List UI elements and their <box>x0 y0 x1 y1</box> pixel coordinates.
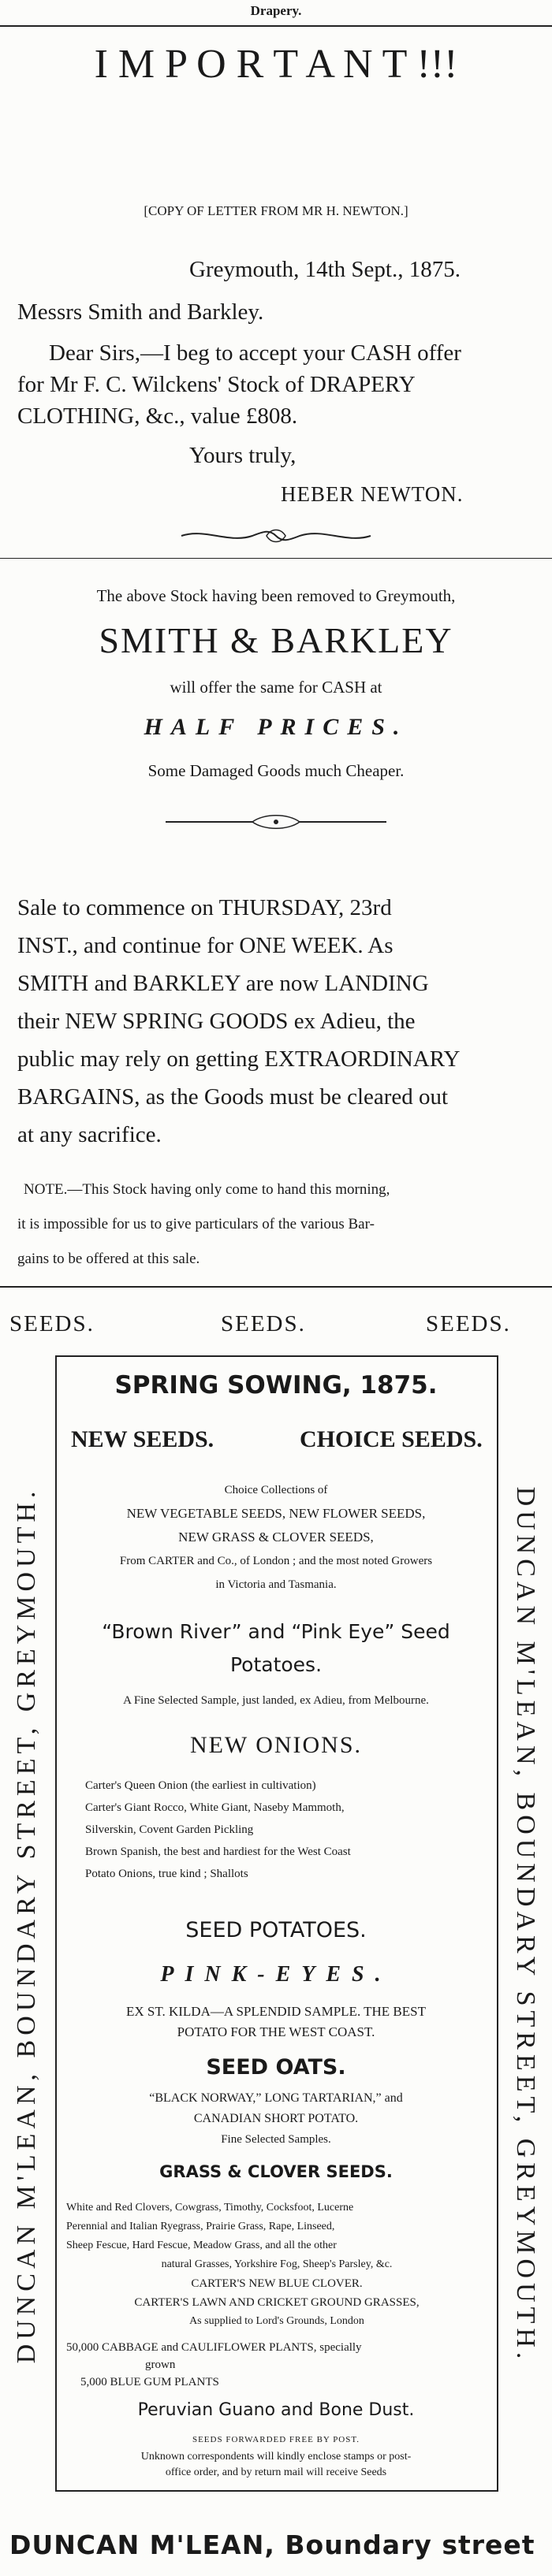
oats-1: “BLACK NORWAY,” LONG TARTARIAN,” and <box>149 2091 403 2105</box>
ornament-divider-2 <box>158 812 394 832</box>
firm-name: SMITH & BARKLEY <box>99 620 453 660</box>
guano: Peruvian Guano and Bone Dust. <box>137 2400 415 2420</box>
cabbage-1: 50,000 CABBAGE and CAULIFLOWER PLANTS, specially <box>66 2341 362 2354</box>
ad-separator <box>0 1286 552 1288</box>
blue-clover: CARTER'S NEW BLUE CLOVER. <box>191 2277 363 2290</box>
sale-text <box>17 889 538 1154</box>
sale-line-7: at any sacrifice. <box>17 1122 162 1147</box>
unknown-2: office order, and by return mail will receive Seeds <box>165 2466 387 2478</box>
section-label: Drapery. <box>250 3 302 18</box>
letter-body-2: for Mr F. C. Wilckens' Stock of DRAPERY <box>17 372 416 397</box>
oats-2: CANADIAN SHORT POTATO. <box>193 2112 359 2125</box>
seeds-word-left: SEEDS. <box>9 1311 95 1336</box>
sale-line-6: BARGAINS, as the Goods must be cleared out <box>17 1084 449 1110</box>
oats-block <box>57 2088 495 2150</box>
letter-date: Greymouth, 14th Sept., 1875. <box>189 257 461 282</box>
side-text-right: DUNCAN M'LEAN, BOUNDARY STREET, GREYMOUTH. <box>511 1486 540 2364</box>
onions-list <box>85 1775 479 1885</box>
spring-sowing-title: SPRING SOWING, 1875. <box>114 1371 438 1400</box>
footer-address: DUNCAN M'LEAN, Boundary street <box>9 2530 535 2560</box>
letter-signature: HEBER NEWTON. <box>281 482 464 506</box>
ad-bottom-rule <box>55 2490 497 2492</box>
collections-3: NEW GRASS & CLOVER SEEDS, <box>178 1530 374 1544</box>
seed-oats: SEED OATS. <box>206 2055 346 2080</box>
unknown-1: Unknown correspondents will kindly enclose stamps or post- <box>140 2451 412 2463</box>
oats-3: Fine Selected Samples. <box>221 2133 331 2146</box>
offer-intro: The above Stock having been removed to Greymouth, <box>96 586 456 605</box>
collections-5: in Victoria and Tasmania. <box>215 1578 337 1591</box>
collections-block <box>57 1478 495 1597</box>
note-line-3: gains to be offered at this sale. <box>17 1251 200 1267</box>
st-kilda-2: POTATO FOR THE WEST COAST. <box>177 2024 375 2039</box>
unknown-correspondents <box>57 2449 495 2481</box>
potatoes-heading-2: Potatoes. <box>229 1653 323 1676</box>
letter-body-3: CLOTHING, &c., value £808. <box>17 403 298 429</box>
seeds-word-right: SEEDS. <box>426 1311 511 1336</box>
onions-1: Carter's Queen Onion (the earliest in cultivation) <box>85 1779 316 1792</box>
lawn-grasses: CARTER'S LAWN AND CRICKET GROUND GRASSES, <box>134 2296 420 2309</box>
grass-heading: GRASS & CLOVER SEEDS. <box>159 2162 393 2181</box>
offer-will-offer: will offer the same for CASH at <box>170 678 382 697</box>
grass-list <box>66 2199 487 2331</box>
grass-2: Perennial and Italian Ryegrass, Prairie Grass, Rape, Linseed, <box>66 2221 335 2232</box>
grass-1: White and Red Clovers, Cowgrass, Timothy, Cocksfoot, Lucerne <box>66 2202 354 2214</box>
potatoes-sample: A Fine Selected Sample, just landed, ex Adieu, from Melbourne. <box>123 1694 429 1707</box>
st-kilda-1: EX ST. KILDA—A SPLENDID SAMPLE. THE BEST <box>126 2004 426 2019</box>
st-kilda <box>57 2002 495 2043</box>
onions-5: Potato Onions, true kind ; Shallots <box>85 1868 248 1880</box>
potatoes-heading-1: “Brown River” and “Pink Eye” Seed <box>102 1620 450 1643</box>
copy-note: [COPY OF LETTER FROM MR H. NEWTON.] <box>144 203 408 218</box>
collections-4: From CARTER and Co., of London ; and the most noted Growers <box>119 1555 433 1567</box>
forwarded-free: SEEDS FORWARDED FREE BY POST. <box>192 2435 360 2444</box>
note-line-1: NOTE.—This Stock having only come to hand this morning, <box>24 1181 390 1198</box>
sale-line-2: INST., and continue for ONE WEEK. As <box>17 933 393 958</box>
onions-heading: NEW ONIONS. <box>189 1732 363 1758</box>
half-prices: HALF PRICES. <box>144 714 408 740</box>
letter-addressee: Messrs Smith and Barkley. <box>17 299 264 325</box>
new-seeds: NEW SEEDS. <box>71 1426 214 1452</box>
headline: I M P O R T A N T !!! <box>94 42 458 87</box>
pink-eyes: PINK-EYES. <box>160 1962 392 1987</box>
note-line-2: it is impossible for us to give particulars of the various Bar- <box>17 1216 375 1232</box>
onions-2: Carter's Giant Rocco, White Giant, Naseby Mammoth, <box>85 1801 345 1814</box>
collections-1: Choice Collections of <box>224 1484 328 1496</box>
top-rule <box>0 25 552 27</box>
sale-line-4: their NEW SPRING GOODS ex Adieu, the <box>17 1009 416 1034</box>
choice-seeds: CHOICE SEEDS. <box>300 1426 483 1452</box>
sale-line-3: SMITH and BARKLEY are now LANDING <box>17 971 429 996</box>
collections-2: NEW VEGETABLE SEEDS, NEW FLOWER SEEDS, <box>126 1506 426 1521</box>
onions-4: Brown Spanish, the best and hardiest for the West Coast <box>85 1846 351 1858</box>
blue-gum: 5,000 BLUE GUM PLANTS <box>80 2376 219 2388</box>
seed-potatoes: SEED POTATOES. <box>185 1918 367 1942</box>
grass-3: Sheep Fescue, Hard Fescue, Meadow Grass, and all the other <box>66 2240 337 2251</box>
onions-3: Silverskin, Covent Garden Pickling <box>85 1823 254 1836</box>
damaged-goods: Some Damaged Goods much Cheaper. <box>147 761 405 780</box>
letter-closing: Yours truly, <box>189 443 297 468</box>
lords-grounds: As supplied to Lord's Grounds, London <box>189 2315 364 2327</box>
plants-block <box>66 2339 487 2391</box>
note-text <box>17 1173 538 1277</box>
seeds-word-center: SEEDS. <box>221 1311 306 1336</box>
section-rule <box>0 558 552 559</box>
sale-line-5: public may rely on getting EXTRAORDINARY <box>17 1046 461 1072</box>
grass-4: natural Grasses, Yorkshire Fog, Sheep's Parsley, &c. <box>161 2258 393 2270</box>
cabbage-2: grown <box>145 2359 176 2371</box>
potatoes-heading <box>57 1615 495 1682</box>
side-text-left: DUNCAN M'LEAN, BOUNDARY STREET, GREYMOUTH. <box>12 1486 41 2364</box>
letter-body-1: Dear Sirs,—I beg to accept your CASH offer <box>49 340 461 366</box>
ornament-divider <box>173 525 379 547</box>
sale-line-1: Sale to commence on THURSDAY, 23rd <box>17 895 392 920</box>
